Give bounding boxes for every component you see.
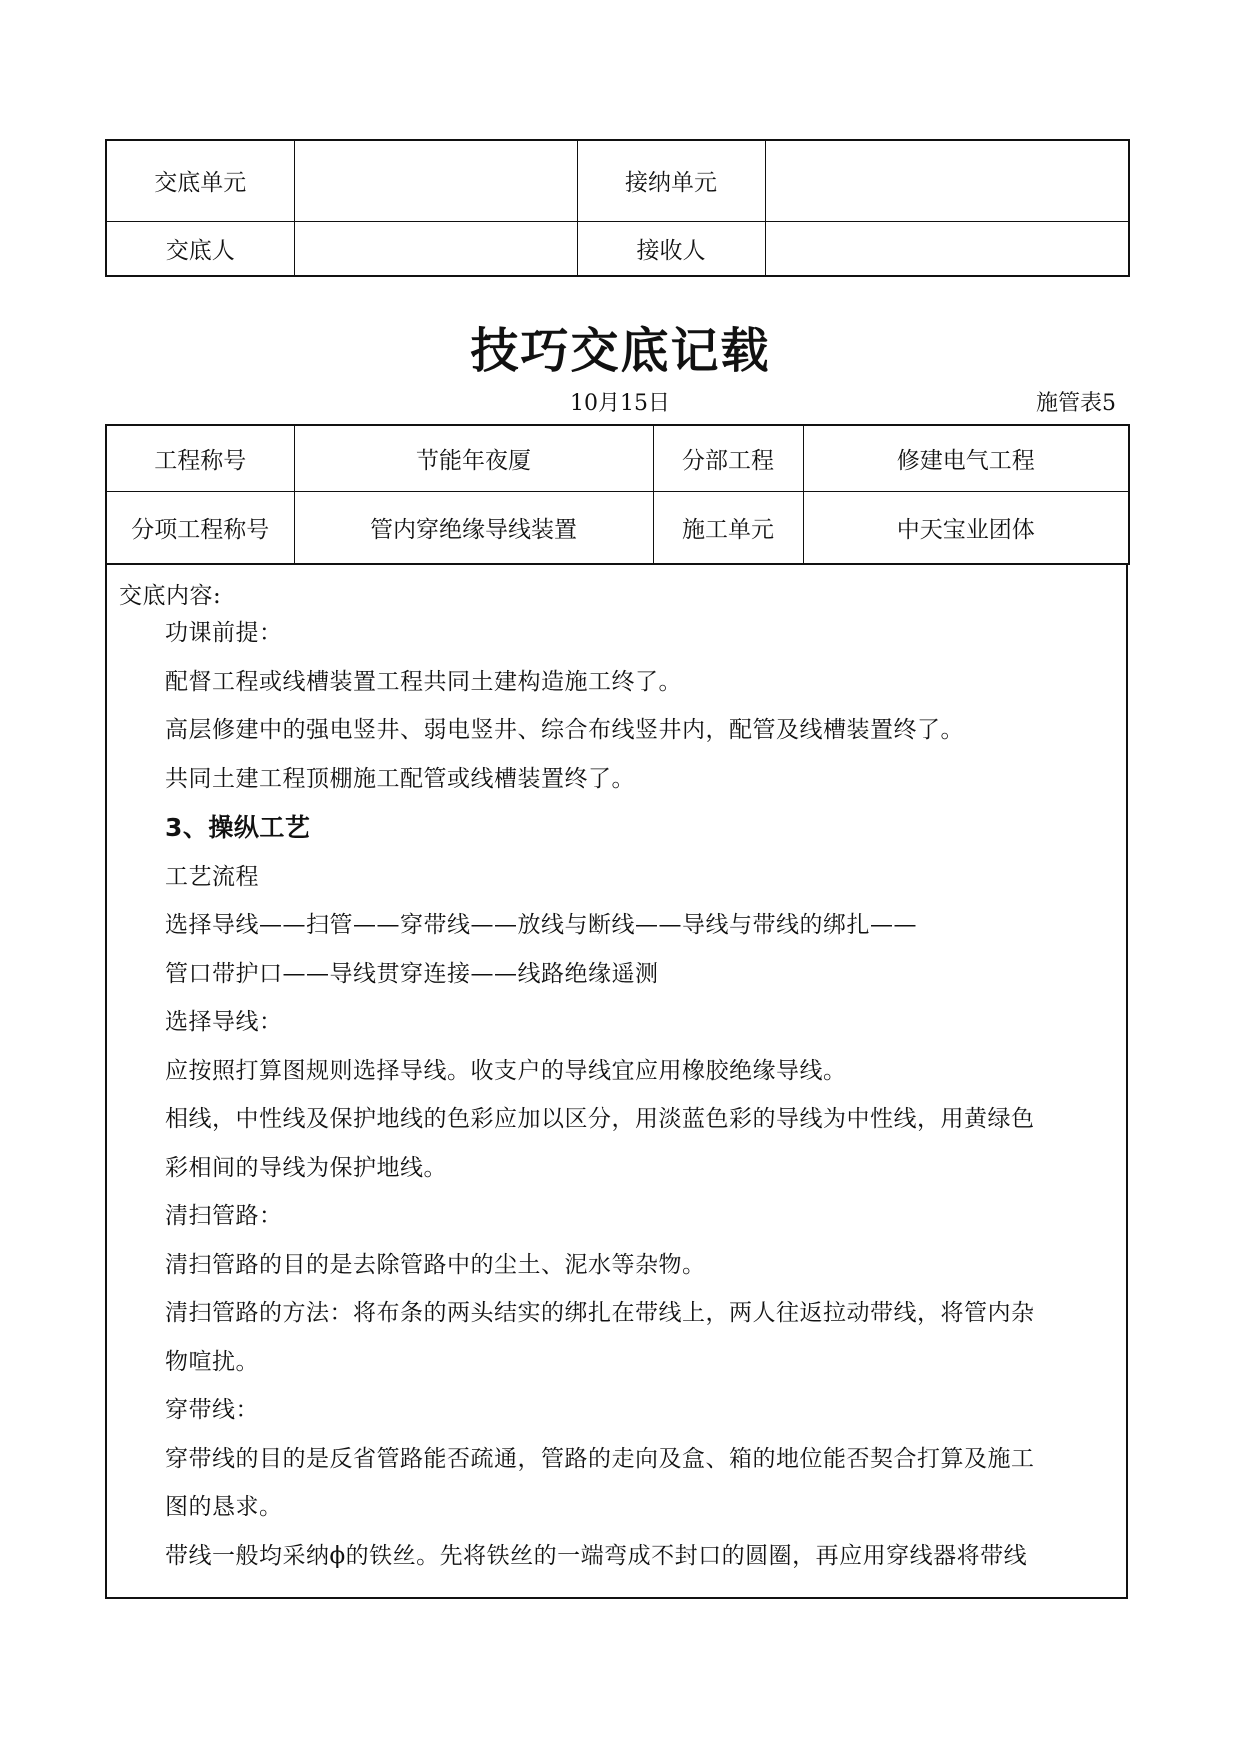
content-line: 高层修建中的强电竖井、弱电竖井、综合布线竖井内，配管及线槽装置终了。 [165,717,964,743]
content-line: 管口带护口——导线贯穿连接——线路绝缘遥测 [165,961,659,987]
content-line: 带线一般均采纳ϕ的铁丝。先将铁丝的一端弯成不封口的圆圈，再应用穿线器将带线 [165,1543,1028,1569]
table-row [106,140,1129,221]
section-heading: 3、操纵工艺 [165,813,311,842]
handover-content-box [105,563,1128,1599]
content-line: 选择导线： [165,1009,283,1035]
content-label: 交底内容: [119,583,222,609]
content-line: 相线，中性线及保护地线的色彩应加以区分，用淡蓝色彩的导线为中性线，用黄绿色 [165,1106,1035,1132]
construction-unit-value: 中天宝业团体 [803,491,1129,564]
division-label: 分部工程 [653,425,803,491]
receiver-label: 接收人 [577,221,765,276]
handover-person-label: 交底人 [106,221,294,276]
content-line: 清扫管路的目的是去除管路中的尘土、泥水等杂物。 [165,1252,706,1278]
content-line: 清扫管路的方法：将布条的两头结实的绑扎在带线上，两人往返拉动带线，将管内杂 [165,1300,1035,1326]
content-line: 共同土建工程顶棚施工配管或线槽装置终了。 [165,766,635,792]
table-row [106,425,1129,491]
subitem-name-value: 管内穿绝缘导线装置 [294,491,653,564]
content-line: 穿带线的目的是反省管路能否疏通，管路的走向及盒、箱的地位能否契合打算及施工 [165,1446,1035,1472]
handover-units-table [105,139,1130,277]
document-date: 10月15日 [570,391,670,416]
table-row [106,221,1129,276]
receiver-value [765,221,1129,276]
handover-unit-value [294,140,577,221]
content-line: 配督工程或线槽装置工程共同土建构造施工终了。 [165,669,682,695]
handover-person-value [294,221,577,276]
content-line: 穿带线： [165,1397,259,1423]
document-title: 技巧交底记载 [470,323,771,379]
project-info-table [105,424,1130,565]
handover-unit-label: 交底单元 [106,140,294,221]
content-line: 清扫管路： [165,1203,283,1229]
content-line: 选择导线——扫管——穿带线——放线与断线——导线与带线的绑扎—— [165,912,917,938]
content-line: 图的恳求。 [165,1494,283,1520]
project-name-value: 节能年夜厦 [294,425,653,491]
receiving-unit-value [765,140,1129,221]
receiving-unit-label: 接纳单元 [577,140,765,221]
subitem-name-label: 分项工程称号 [106,491,294,564]
division-value: 修建电气工程 [803,425,1129,491]
content-line: 物喧扰。 [165,1349,259,1375]
project-name-label: 工程称号 [106,425,294,491]
content-line: 应按照打算图规则选择导线。收支户的导线宜应用橡胶绝缘导线。 [165,1058,847,1084]
content-line: 彩相间的导线为保护地线。 [165,1155,447,1181]
table-row [106,491,1129,564]
content-line: 功课前提： [165,620,283,646]
construction-unit-label: 施工单元 [653,491,803,564]
content-line: 工艺流程 [165,864,259,890]
form-number: 施管表5 [1036,391,1116,416]
